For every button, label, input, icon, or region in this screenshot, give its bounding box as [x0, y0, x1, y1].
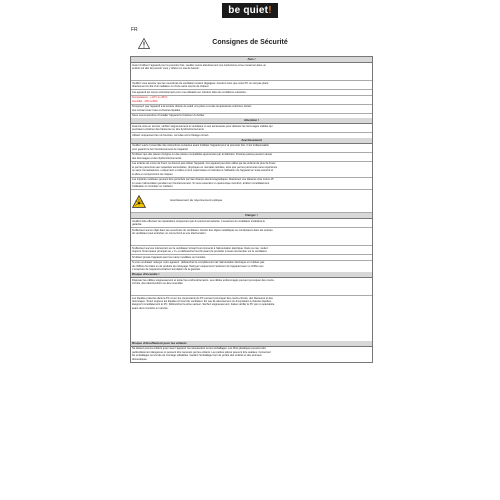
instruction-row [131, 162, 372, 178]
instruction-text: Les liquides présents dans le PC et sur les composants du PC peuvent provoquer des courts-circuits, des blessures et des [132, 296, 273, 300]
instruction-row [131, 144, 372, 153]
instruction-text: Veuillez vous assurer que les ouvertures de ventilation restent dégagées. Assurez-vous que votre PC ne soit pas placé [132, 81, 269, 85]
instruction-text: et par les personnes aux capacités sensorielles, physiques ou mentales réduites, ainsi que par les personnes sans expérience [132, 165, 278, 169]
instruction-row [131, 63, 372, 81]
instruction-text: particulièrement dangereux et peuvent être ramenés par les enfants. Les petites pièces peuvent être avalées. Conservez [132, 350, 271, 354]
instruction-row [131, 153, 372, 162]
section-heading: Avertissement [131, 138, 372, 144]
section-attention [131, 118, 372, 138]
instruction-text: Cet appareil est conçu exclusivement pour une utilisation en intérieur dans les conditions suivantes : [132, 90, 248, 94]
instruction-text: dommages. Tenez toujours les liquides à l’écart du ventilateur. En cas de déversement ou d’exposition à d’autres liquides : [132, 300, 273, 303]
laser-warning-row [131, 190, 372, 213]
instruction-text: pour garantir le bon fonctionnement de l’appareil. [132, 147, 189, 151]
instruction-text: Températures : +10°C à +35°C [132, 96, 168, 100]
instruction-text: tout contact avec l’eau et d’autres liquides. [132, 108, 181, 112]
section-avertissement [131, 138, 372, 213]
section-danger [131, 213, 372, 272]
instruction-row [131, 124, 372, 133]
instruction-text: si elles en comprennent les risques. [132, 172, 174, 176]
laser-caption: Avertissement de rayonnement optique [170, 198, 223, 203]
instruction-text: N’utilisez jamais l’appareil avec les mains mouillées ou humides. [132, 255, 207, 259]
instruction-text: directement à côté d’un radiateur ou d’une autre source de chaleur. [132, 85, 210, 88]
instruction-text: Nous recommandons d’installer l’appareil à l’intérieur du boîtier. [132, 114, 205, 118]
section-heading: Risque d’incendie ! [131, 272, 372, 278]
instruction-row [131, 246, 372, 255]
instruction-text: N’exposez pas l’appareil à la lumière directe du soleil, à la pluie ou à des températures extrêmes. Évitez [132, 105, 252, 109]
instruction-text: des dommages et des dysfonctionnements. [132, 156, 183, 160]
laser-radiation-icon [132, 195, 146, 208]
instruction-text: Utilisez uniquement les vis fournies, car elles ont le filetage correct. [132, 133, 210, 137]
instruction-text: avant de le remettre en service. [132, 306, 169, 310]
instruction-text: garantie. [132, 223, 143, 226]
instruction-text: l’utilisation et consultez un médecin. [132, 185, 174, 188]
instruction-row [131, 105, 372, 114]
instruction-row [131, 261, 372, 272]
warning-triangle-icon [138, 38, 150, 49]
instruction-text: Veuillez faire effectuer les réparations uniquement par du personnel autorisé. L’ouverture du ventilateur invalidera la [132, 219, 265, 223]
instruction-text: les emballages ou les kits de montage utilisables. Gardez l’emballage hors de portée des enfants et des animaux [132, 354, 262, 358]
section-etouffement [131, 341, 372, 362]
section-incendie [131, 272, 372, 341]
instruction-text: Si vous souhaitez nettoyer votre appareil : débranchez-le complètement de l’alimentation électrique et n’utilisez pas [132, 261, 265, 265]
instruction-text: Les enfants de moins de 8 ans ne doivent pas utiliser l’appareil. Cet appareil peut être utilisé par les enfants de plus de 8 ans [132, 162, 276, 166]
instruction-text: N’effectuez aucune intervention sur le ventilateur lorsqu’il est connecté à l’alimentation électrique. Dans ce cas, mettez [132, 246, 268, 250]
section-heading: Risque d’étouffement pour les enfants [131, 341, 372, 347]
instruction-text: du ventilateur peut entraîner un court-circuit et une électrocution. [132, 232, 207, 235]
section-heading: Attention ! [131, 118, 372, 124]
section-heading: Avis ! [131, 57, 372, 63]
instruction-text: toujours l’interrupteur principal sur « 0 » et débranchez les fils avant de procéder à toute intervention sur le ventilateur. [132, 250, 268, 253]
instruction-row [131, 81, 372, 90]
instruction-text: Disposez les câbles soigneusement et évitez les enchevêtrements. Les câbles endommagés peuvent provoquer des courts- [132, 278, 275, 282]
instruction-text: Humidité : 20% à 80% [132, 99, 158, 103]
instruction-row [131, 178, 372, 190]
section-avis [131, 57, 372, 118]
instruction-text: éteignez immédiatement le PC. Débranchez la prise secteur. Séchez soigneusement. Faites vérifier le PC par un spécialiste [132, 303, 275, 307]
section-heading: Danger ! [131, 213, 372, 219]
instruction-text: N’utilisez que des pièces d’origine ou des pièces compatibles approuvées par le fabricant. D’autres pièces peuvent causer [132, 153, 273, 157]
brand-logo: be quiet! [222, 3, 278, 18]
language-code: FR [131, 27, 138, 33]
instruction-row [131, 96, 372, 105]
instruction-text: de chiffons humides ou de produits de nettoyage. Nettoyez uniquement l’extérieur de l’appareil avec un chiffon sec. [132, 264, 265, 268]
instruction-text: L’ouverture de l’appareil entraîne l’annulation de la garantie. [132, 268, 201, 271]
instruction-text: domestiques. [132, 357, 148, 361]
instruction-text: N’effectuez aucun objet dans les ouvertures du ventilateur. Insérer des objets métalliques ou conducteurs dans les entrées [132, 228, 273, 232]
instruction-text: circuits, des électrocutions ou des incendies. [132, 282, 184, 285]
instruction-row [131, 228, 372, 246]
instruction-text: Les implants médicaux peuvent être perturbés par des champs électromagnétiques. Maintenez une distance d’au moins 15 [132, 178, 274, 182]
instruction-text: Veuillez suivre l’ensemble des instructions suivantes avant d’utiliser l’appareil pour la première fois. C’est indispensable [132, 144, 269, 148]
instruction-row [131, 347, 372, 362]
document-title: Consignes de Sécurité [212, 39, 288, 46]
instruction-text: Ne laissez pas les enfants jouer avec l’appareil, les accessoires ou les emballages. Les films plastiques peuvent être [132, 347, 266, 351]
instruction-row [131, 278, 372, 296]
instruction-row [131, 219, 372, 228]
safety-table [130, 56, 373, 363]
instruction-text: endroit sûr afin de pouvoir vous y référer en cas de besoin. [132, 67, 200, 70]
instruction-text: cm avec l’alimentation pendant son fonctionnement. Si vous ressentez un quelconque inconfort, arrêtez immédiatement [132, 181, 270, 185]
instruction-text: Avant d’utiliser l’appareil pour la première fois, veuillez suivre attentivement ces instructions et les conserver dans un [132, 63, 266, 67]
instruction-text: Avant la mise en service, vérifiez soigneusement le ventilateur et ses accessoires pour détecter les dommages visibles qui [132, 124, 273, 128]
instruction-text: ou sans connaissances, uniquement si celles-ci sont supervisées et instruites à l’utilisation de l’appareil en toute sécurité et [132, 169, 274, 173]
instruction-text: pourraient entraîner des blessures ou des dysfonctionnements. [132, 128, 205, 132]
instruction-row [131, 296, 372, 341]
